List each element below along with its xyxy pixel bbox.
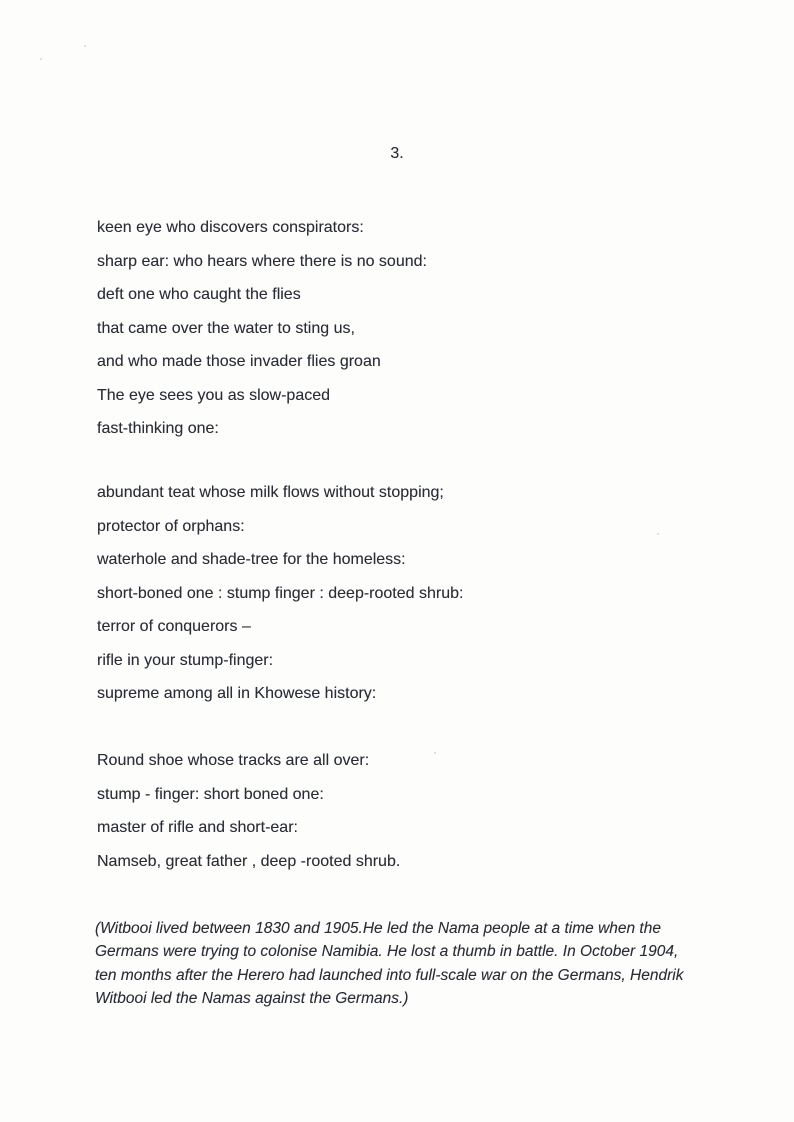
poem-line: fast-thinking one:	[97, 420, 219, 437]
poem-line: Round shoe whose tracks are all over:	[97, 752, 370, 769]
scan-speck	[434, 752, 436, 754]
footnote-line: ten months after the Herero had launched into full-scale war on the Germans, Hendrik	[95, 966, 684, 984]
poem-line: deft one who caught the flies	[97, 286, 301, 303]
poem-line: sharp ear: who hears where there is no sound:	[97, 252, 427, 270]
poem-line: The eye sees you as slow-paced	[97, 386, 331, 404]
page-number: 3.	[390, 145, 404, 162]
poem-line: rifle in your stump-finger:	[97, 651, 274, 669]
poem-line: supreme among all in Khowese history:	[97, 685, 377, 702]
footnote-line: Germans were trying to colonise Namibia. He lost a thumb in battle. In October 1904,	[95, 943, 679, 961]
poem-line: waterhole and shade-tree for the homeless:	[97, 551, 406, 568]
poem-line: keen eye who discovers conspirators:	[97, 219, 364, 236]
scan-speck	[657, 533, 659, 535]
footnote-line: (Witbooi lived between 1830 and 1905.He led the Nama people at a time when the	[95, 920, 661, 937]
poem-line: and who made those invader flies groan	[97, 353, 381, 370]
scan-speck	[40, 58, 42, 60]
poem-line: terror of conquerors –	[97, 618, 251, 635]
poem-stanza-1	[97, 211, 427, 446]
poem-line: short-boned one : stump finger : deep-rooted shrub:	[97, 584, 464, 602]
poem-line: Namseb, great father , deep -rooted shrub.	[97, 852, 401, 870]
footnote	[95, 917, 683, 1010]
scan-speck	[84, 45, 86, 47]
footnote-line: Witbooi led the Namas against the Germans.)	[95, 989, 409, 1007]
poem-line: that came over the water to sting us,	[97, 319, 355, 337]
poem-line: protector of orphans:	[97, 517, 245, 535]
poem-line: master of rifle and short-ear:	[97, 819, 298, 836]
poem-stanza-3	[97, 744, 400, 878]
poem-line: stump - finger: short boned one:	[97, 785, 324, 803]
poem-line: abundant teat whose milk flows without stopping;	[97, 484, 444, 501]
poem-stanza-2	[97, 476, 463, 711]
